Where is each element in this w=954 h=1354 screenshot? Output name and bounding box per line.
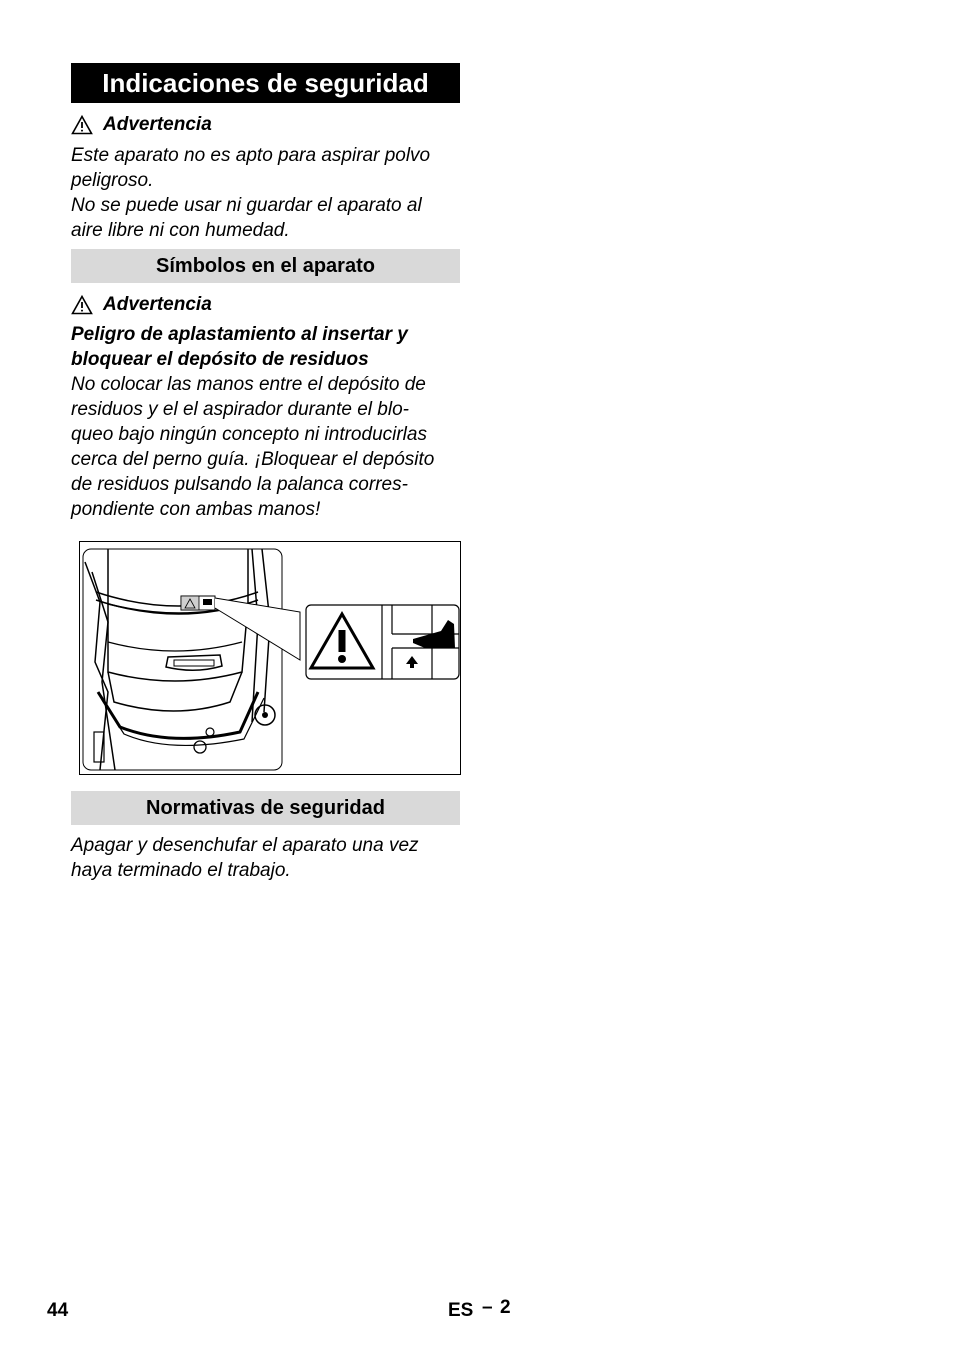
text-line: Apagar y desenchufar el aparato una vez [71, 835, 419, 856]
text-line: peligroso. [71, 170, 154, 191]
warning-triangle-icon [71, 115, 93, 135]
text-line: No colocar las manos entre el depósito de [71, 374, 426, 395]
text-line: Este aparato no es apto para aspirar polvo [71, 145, 431, 166]
text-line: aire libre ni con humedad. [71, 220, 290, 241]
norms-heading: Normativas de seguridad [71, 791, 460, 825]
text-line-bold: bloquear el depósito de residuos [71, 349, 369, 370]
language-code: ES [448, 1300, 474, 1321]
norms-text [71, 833, 466, 883]
section-page-number: 2 [500, 1297, 511, 1318]
text-line: de residuos pulsando la palanca corres- [71, 474, 408, 495]
warning-heading-1 [71, 114, 212, 136]
symbols-heading: Símbolos en el aparato [71, 249, 460, 283]
text-line: queo bajo ningún concepto ni introducirlas [71, 424, 427, 445]
section-title: Indicaciones de seguridad [71, 63, 460, 103]
warning-text-2 [71, 322, 466, 522]
footer-dash: – [482, 1297, 493, 1318]
warning-text-1 [71, 143, 466, 243]
vacuum-drawing [80, 542, 461, 775]
text-line-bold: Peligro de aplastamiento al insertar y [71, 324, 408, 345]
warning-triangle-icon [71, 295, 93, 315]
device-illustration [79, 541, 461, 775]
text-line: residuos y el el aspirador durante el blo- [71, 399, 409, 420]
warning-label: Advertencia [103, 114, 212, 135]
text-line: cerca del perno guía. ¡Bloquear el depósito [71, 449, 435, 470]
text-line: No se puede usar ni guardar el aparato al [71, 195, 422, 216]
text-line: haya terminado el trabajo. [71, 860, 291, 881]
page-number: 44 [47, 1300, 69, 1321]
text-line: pondiente con ambas manos! [71, 499, 321, 520]
warning-heading-2 [71, 294, 212, 316]
warning-label: Advertencia [103, 294, 212, 315]
